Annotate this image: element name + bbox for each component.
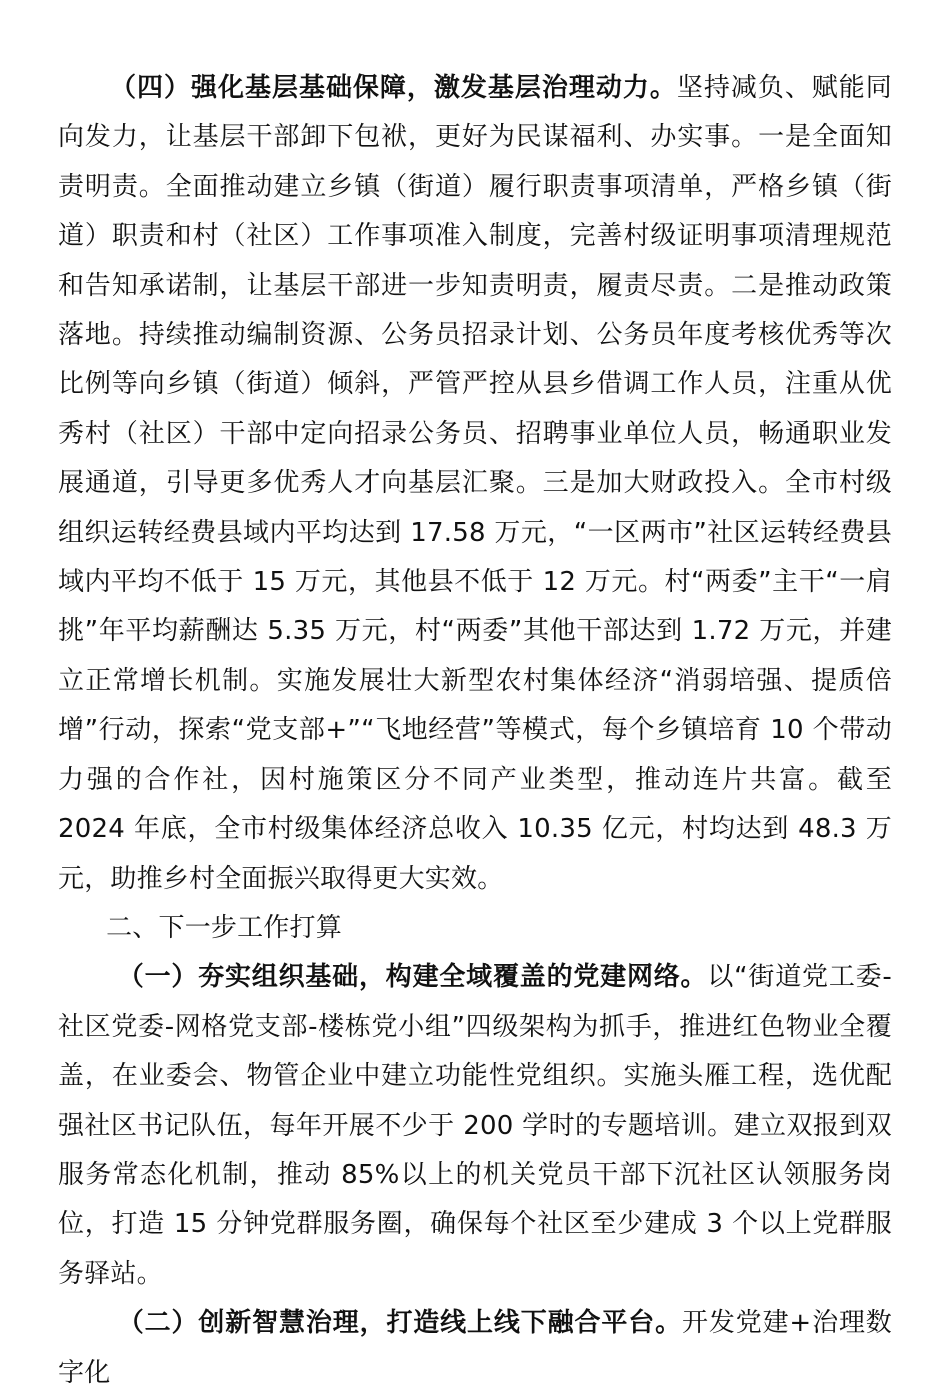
section-heading: 二、下一步工作打算 <box>106 912 342 943</box>
paragraph-body: 开发党建+治理数字化 <box>58 1308 893 1388</box>
paragraph-organization-foundation <box>58 953 892 1299</box>
paragraph-lead: （一）夯实组织基础，构建全域覆盖的党建网络。 <box>117 962 708 993</box>
paragraph-body: 以“街道党工委-社区党委-网格党支部-楼栋党小组”四级架构为抓手，推进红色物业全覆盖，在业委会、物管企业中建立功能性党组织。实施头雁工程，选优配强社区书记队伍，每年开展不少于 200 学时的专题培训。建立双报到双服务常态化机制，推动 85%以上的机关党员干部下沉社区认领服务岗位，打造 15 分钟党群服务圈，确保每个社区至少建成 3 个以上党群服务驿站。 <box>58 962 892 1289</box>
paragraph-body: 坚持减负、赋能同向发力，让基层干部卸下包袱，更好为民谋福利、办实事。一是全面知责明责。全面推动建立乡镇（街道）履行职责事项清单，严格乡镇（街道）职责和村（社区）工作事项准入制度，完善村级证明事项清理规范和告知承诺制，让基层干部进一步知责明责，履责尽责。二是推动政策落地。持续推动编制资源、公务员招录计划、公务员年度考核优秀等次比例等向乡镇（街道）倾斜，严管严控从县乡借调工作人员，注重从优秀村（社区）干部中定向招录公务员、招聘事业单位人员，畅通职业发展通道，引导更多优秀人才向基层汇聚。三是加大财政投入。全市村级组织运转经费县域内平均达到 17.58 万元，“一区两市”社区运转经费县域内平均不低于 15 万元，其他县不低于 12 万元。村“两委”主干“一肩挑”年平均薪酬达 5.35 万元，村“两委”其他干部达到 1.72 万元，并建立正常增长机制。实施发展壮大新型农村集体经济“消弱培强、提质倍增”行动，探索“党支部+”“飞地经营”等模式，每个乡镇培育 10 个带动力强的合作社，因村施策区分不同产业类型，推动连片共富。截至 2024 年底，全市村级集体经济总收入 10.35 亿元，村均达到 48.3 万元，助推乡村全面振兴取得更大实效。 <box>58 73 892 894</box>
paragraph-strengthen-grassroots <box>58 64 892 904</box>
paragraph-lead: （二）创新智慧治理，打造线上线下融合平台。 <box>117 1308 682 1339</box>
document-page <box>58 64 892 1398</box>
paragraph-lead: （四）强化基层基础保障，激发基层治理动力。 <box>110 73 677 103</box>
paragraph-smart-governance <box>58 1299 892 1398</box>
